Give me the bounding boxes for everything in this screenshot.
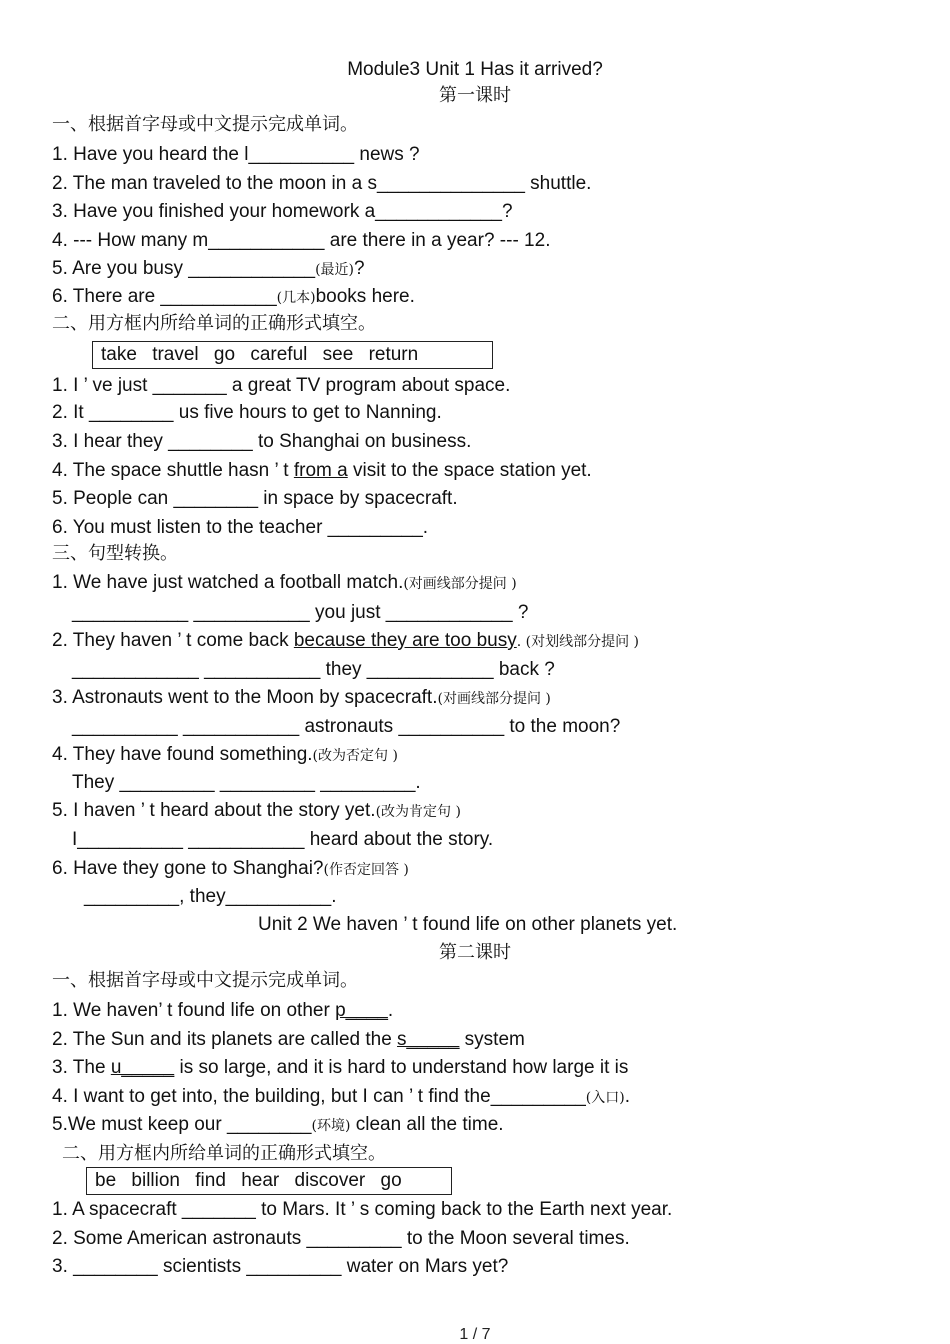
u1-p3-item-5-instruction: (改为肯定句 ) (375, 804, 461, 820)
unit2-part2-heading: 二、用方框内所给单词的正确形式填空。 (62, 1143, 386, 1164)
unit1-part3-heading: 三、句型转换。 (52, 543, 178, 564)
u1-p1-item-5-text: 5. Are you busy ____________ (52, 258, 316, 279)
u2-p1-item-2-pre: 2. The Sun and its planets are called the (52, 1029, 398, 1050)
unit1-lesson: 第一课时 (439, 85, 511, 106)
unit1-title: Module3 Unit 1 Has it arrived? (347, 59, 603, 80)
u2-p1-item-3-pre: 3. The (52, 1057, 111, 1078)
u2-p1-item-1-post: . (387, 1000, 394, 1021)
u2-p1-item-5-hint: (环境) (311, 1118, 351, 1134)
u1-p1-item-6-tail: books here. (315, 286, 415, 307)
u2-p1-item-3-post: is so large, and it is hard to understand how large it is (174, 1057, 629, 1078)
unit2-lesson: 第二课时 (439, 942, 511, 963)
u1-p1-item-4: 4. --- How many m___________ are there in a year? --- 12. (52, 230, 551, 251)
u2-p1-item-2-underlined: s_____ (397, 1029, 460, 1050)
u2-p1-item-2-post: system (459, 1029, 525, 1050)
page-number: 1 / 7 (459, 1326, 491, 1343)
u1-p1-item-6-hint: (几本) (276, 290, 316, 306)
u1-p1-item-5 (52, 256, 930, 282)
u2-p2-item-2: 2. Some American astronauts _________ to the Moon several times. (52, 1228, 630, 1249)
u1-p1-item-2: 2. The man traveled to the moon in a s______________ shuttle. (52, 173, 592, 194)
u1-p3-item-5-text: 5. I haven ’ t heard about the story yet. (52, 800, 376, 821)
u1-p2-item-5: 5. People can ________ in space by spacecraft. (52, 488, 458, 509)
unit1-word-box: take travel go careful see return (92, 341, 493, 369)
u2-p1-item-1-pre: 1. We haven’ t found life on other (52, 1000, 336, 1021)
u1-p3-item-4-question (52, 742, 930, 768)
u2-p1-item-4-text: 4. I want to get into, the building, but I can ’ t find the_________ (52, 1086, 586, 1107)
u2-p2-item-3: 3. ________ scientists _________ water on Mars yet? (52, 1256, 509, 1277)
u1-p3-item-1-answer: ___________ ___________ you just ____________ ? (72, 602, 529, 623)
u2-p2-item-1: 1. A spacecraft _______ to Mars. It ’ s coming back to the Earth next year. (52, 1199, 673, 1220)
u1-p3-item-4-instruction: (改为否定句 ) (312, 748, 398, 764)
u2-p1-item-4-tail: . (624, 1086, 631, 1107)
u1-p3-item-6-answer: _________, they__________. (84, 886, 337, 907)
u2-p1-item-3 (52, 1055, 930, 1081)
u1-p3-item-2-instruction: . (对划线部分提问 ) (516, 634, 640, 650)
u1-p1-item-5-tail: ? (354, 258, 365, 279)
u1-p3-item-6-text: 6. Have they gone to Shanghai? (52, 858, 324, 879)
u2-p1-item-5-tail: clean all the time. (350, 1114, 504, 1135)
unit1-part2-heading: 二、用方框内所给单词的正确形式填空。 (52, 313, 376, 334)
u1-p3-item-6-instruction: (作否定回答 ) (323, 862, 409, 878)
u2-p1-item-5 (52, 1112, 930, 1138)
u1-p3-item-2-answer: ____________ ___________ they ____________ back ? (72, 659, 555, 680)
u1-p2-item-4 (52, 458, 930, 484)
u1-p3-item-3-instruction: (对画线部分提问 ) (437, 691, 551, 707)
u1-p3-item-2-question (52, 628, 930, 654)
u1-p1-item-3: 3. Have you finished your homework a____________? (52, 201, 513, 222)
u1-p2-item-4-post: visit to the space station yet. (347, 460, 592, 481)
u1-p2-item-6: 6. You must listen to the teacher _________. (52, 517, 429, 538)
u1-p3-item-2-underlined: because they are too busy (293, 630, 517, 651)
u1-p3-item-3-question (52, 685, 930, 711)
unit2-title: Unit 2 We haven ’ t found life on other planets yet. (258, 914, 678, 935)
u2-p1-item-1-underlined: p____ (335, 1000, 388, 1021)
u2-p1-item-4 (52, 1084, 930, 1110)
u1-p3-item-1-question (52, 570, 930, 596)
u2-p1-item-5-text: 5.We must keep our ________ (52, 1114, 312, 1135)
u1-p3-item-2-text: 2. They haven ’ t come back (52, 630, 294, 651)
u2-p1-item-1 (52, 998, 930, 1024)
unit1-part1-heading: 一、根据首字母或中文提示完成单词。 (52, 114, 358, 135)
u1-p1-item-5-hint: (最近) (315, 262, 354, 278)
u1-p1-item-6 (52, 284, 930, 310)
u2-p1-item-3-underlined: u_____ (110, 1057, 175, 1078)
u1-p2-item-2: 2. It ________ us five hours to get to Nanning. (52, 402, 442, 423)
unit2-word-box: be billion find hear discover go (86, 1167, 452, 1195)
u2-p1-item-2 (52, 1027, 930, 1053)
u1-p2-item-4-underlined: from a (293, 460, 348, 481)
u1-p3-item-6-question (52, 856, 930, 882)
u1-p1-item-1: 1. Have you heard the l__________ news ? (52, 144, 420, 165)
u1-p2-item-1: 1. I ’ ve just _______ a great TV program about space. (52, 375, 511, 396)
u1-p3-item-3-answer: __________ ___________ astronauts __________ to the moon? (72, 716, 621, 737)
u1-p3-item-3-text: 3. Astronauts went to the Moon by spacecraft. (52, 687, 438, 708)
u1-p1-item-6-text: 6. There are ___________ (52, 286, 277, 307)
u2-p1-item-4-hint: (入口) (585, 1090, 625, 1106)
u1-p2-item-4-pre: 4. The space shuttle hasn ’ t (52, 460, 294, 481)
u1-p2-item-3: 3. I hear they ________ to Shanghai on business. (52, 431, 472, 452)
u1-p3-item-5-question (52, 798, 930, 824)
u1-p3-item-1-instruction: (对画线部分提问 ) (403, 576, 517, 592)
u1-p3-item-4-answer: They _________ _________ _________. (72, 772, 421, 793)
u1-p3-item-5-answer: I__________ ___________ heard about the story. (72, 829, 494, 850)
unit2-part1-heading: 一、根据首字母或中文提示完成单词。 (52, 970, 358, 991)
u1-p3-item-1-text: 1. We have just watched a football match. (52, 572, 404, 593)
u1-p3-item-4-text: 4. They have found something. (52, 744, 313, 765)
